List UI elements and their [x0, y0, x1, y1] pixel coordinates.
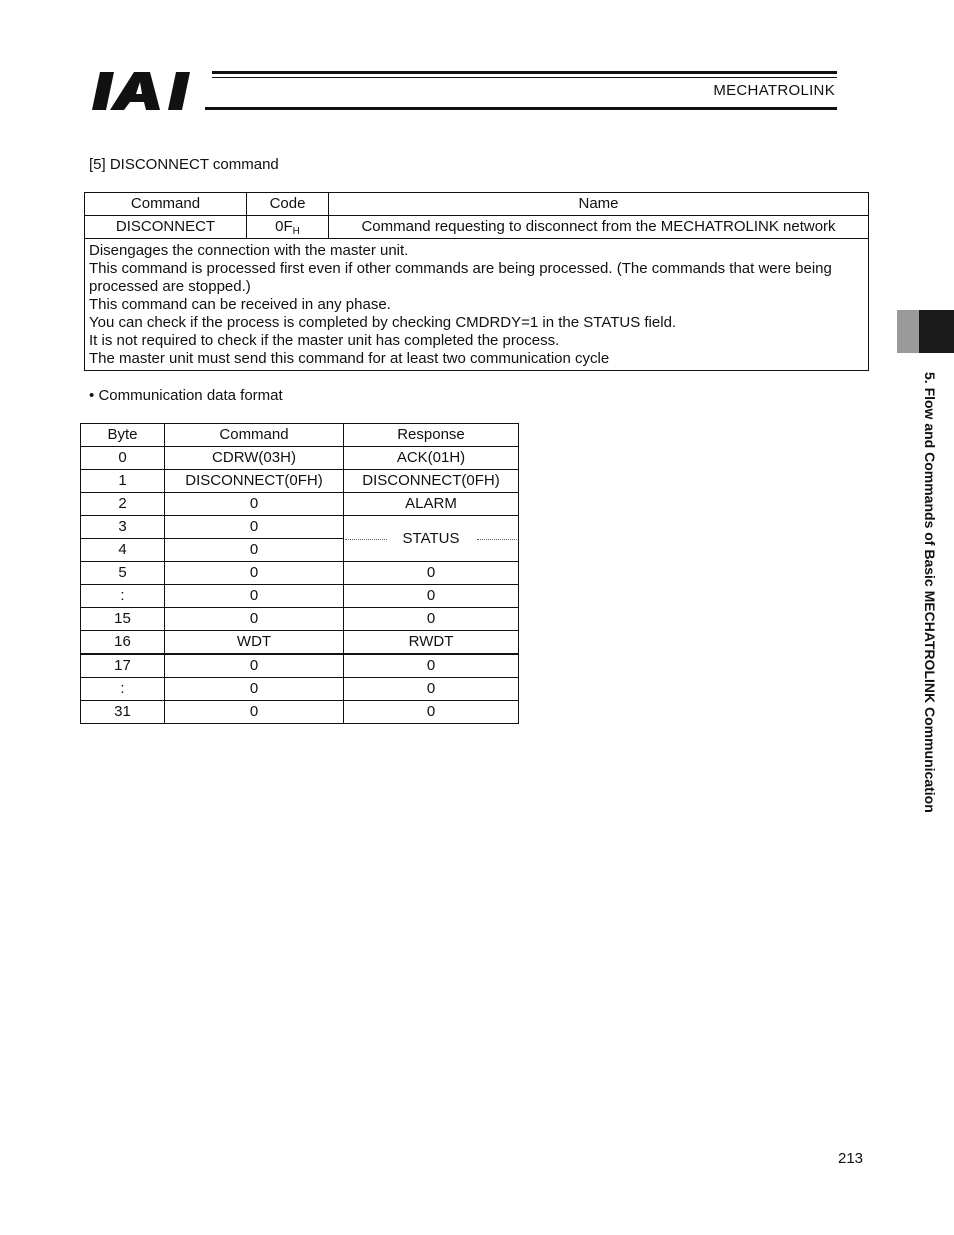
status-dotted-left: [345, 539, 387, 540]
header-rule-top: [212, 71, 837, 74]
description-row: [85, 239, 869, 371]
section-title: [5] DISCONNECT command: [89, 156, 279, 173]
iai-logo: [88, 68, 208, 114]
table-row: [81, 654, 519, 678]
byte-cell: 0: [81, 447, 165, 470]
byte-cell: 1: [81, 470, 165, 493]
chapter-tab-gray: [897, 310, 919, 353]
command-value-cell: 0: [165, 516, 344, 539]
description-line: This command can be received in any phase.: [89, 296, 391, 313]
description-line: You can check if the process is completed by checking CMDRDY=1 in the STATUS field.: [89, 314, 677, 331]
description-line: This command is processed first even if other commands are being processed. (The commands that were being processed are stopped.): [89, 260, 832, 295]
response-value-cell: 0: [344, 585, 519, 608]
byte-cell: 2: [81, 493, 165, 516]
description-cell: [85, 239, 869, 371]
response-value-cell: 0: [344, 701, 519, 724]
status-label: STATUS: [402, 529, 460, 547]
command-table-header-row: [85, 193, 869, 216]
byte-cell: 17: [81, 654, 165, 678]
page-number: 213: [838, 1150, 864, 1167]
byte-cell: :: [81, 585, 165, 608]
command-table-row: [85, 216, 869, 239]
header-format-command: Command: [165, 424, 344, 447]
response-value-cell: DISCONNECT(0FH): [344, 470, 519, 493]
command-value-cell: DISCONNECT(0FH): [165, 470, 344, 493]
response-value-cell: 0: [344, 654, 519, 678]
code-cell: [247, 216, 329, 239]
name-cell: Command requesting to disconnect from the MECHATROLINK network: [329, 216, 869, 239]
table-row: [81, 608, 519, 631]
table-row: [81, 631, 519, 655]
command-value-cell: 0: [165, 701, 344, 724]
command-table: [84, 192, 869, 371]
status-cell: [344, 516, 519, 562]
response-value-cell: ACK(01H): [344, 447, 519, 470]
table-row: [81, 493, 519, 516]
table-row: [81, 470, 519, 493]
byte-cell: 3: [81, 516, 165, 539]
command-value-cell: WDT: [165, 631, 344, 655]
byte-cell: 5: [81, 562, 165, 585]
byte-cell: 4: [81, 539, 165, 562]
description-line: It is not required to check if the master unit has completed the process.: [89, 332, 560, 349]
bullet-label: Communication data format: [98, 387, 283, 404]
byte-cell: :: [81, 678, 165, 701]
code-subscript: H: [292, 226, 300, 237]
header-title: MECHATROLINK: [713, 82, 835, 99]
header-rule-bottom: [205, 107, 837, 110]
command-value-cell: 0: [165, 493, 344, 516]
command-value-cell: 0: [165, 562, 344, 585]
header-rule-mid: [212, 77, 837, 78]
code-main: 0F: [275, 218, 293, 235]
response-value-cell: 0: [344, 608, 519, 631]
command-value-cell: 0: [165, 585, 344, 608]
format-header-row: [81, 424, 519, 447]
description-line: The master unit must send this command for at least two communication cycle: [89, 350, 610, 367]
bullet-symbol: •: [89, 387, 95, 404]
table-row: [81, 516, 519, 539]
data-format-table: [80, 423, 519, 724]
command-value-cell: 0: [165, 608, 344, 631]
header-name: Name: [329, 193, 869, 216]
chapter-tab-black: [919, 310, 954, 353]
command-value-cell: CDRW(03H): [165, 447, 344, 470]
response-value-cell: ALARM: [344, 493, 519, 516]
byte-cell: 16: [81, 631, 165, 655]
header-byte: Byte: [81, 424, 165, 447]
header-command: Command: [85, 193, 247, 216]
response-value-cell: RWDT: [344, 631, 519, 655]
byte-cell: 15: [81, 608, 165, 631]
response-value-cell: 0: [344, 562, 519, 585]
status-dotted-right: [477, 539, 517, 540]
table-row: [81, 701, 519, 724]
format-bullet: [89, 387, 283, 404]
header-code: Code: [247, 193, 329, 216]
header-response: Response: [344, 424, 519, 447]
command-value-cell: 0: [165, 539, 344, 562]
byte-cell: 31: [81, 701, 165, 724]
table-row: [81, 585, 519, 608]
command-cell: DISCONNECT: [85, 216, 247, 239]
table-row: [81, 562, 519, 585]
description-line: Disengages the connection with the master unit.: [89, 242, 409, 259]
command-value-cell: 0: [165, 678, 344, 701]
table-row: [81, 678, 519, 701]
chapter-side-title: 5. Flow and Commands of Basic MECHATROLINK Communication: [922, 372, 938, 813]
command-value-cell: 0: [165, 654, 344, 678]
response-value-cell: 0: [344, 678, 519, 701]
table-row: [81, 447, 519, 470]
